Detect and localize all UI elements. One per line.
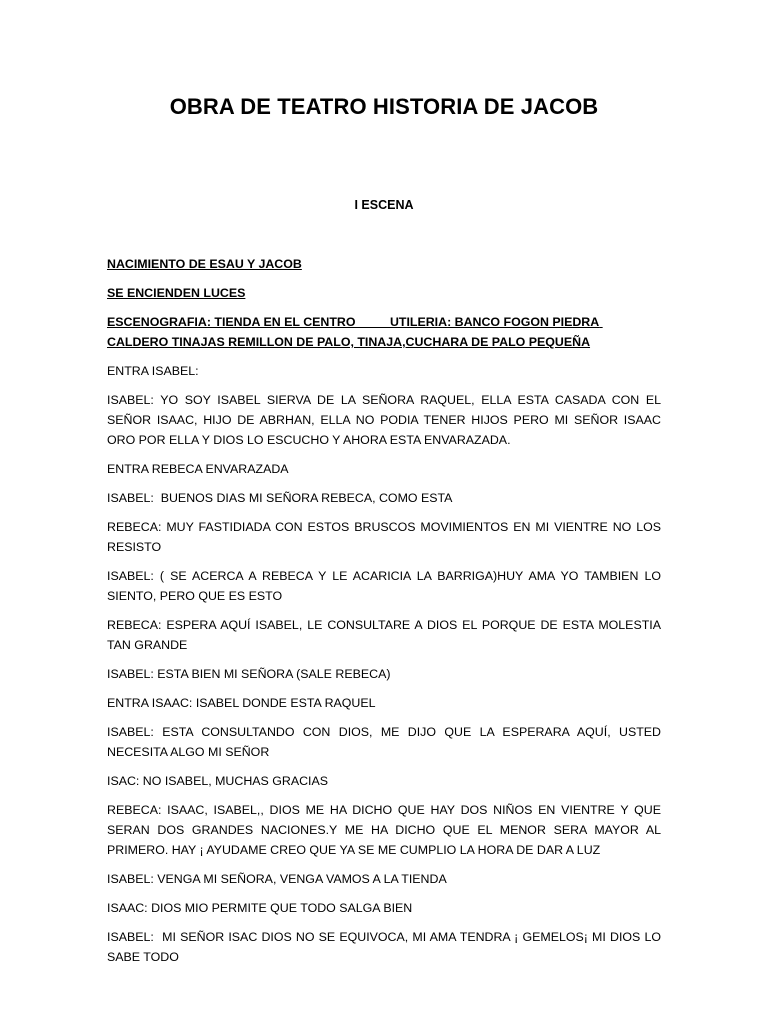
paragraph: REBECA: MUY FASTIDIADA CON ESTOS BRUSCOS MOVIMIENTOS EN MI VIENTRE NO LOS RESISTO [107, 520, 661, 554]
paragraph: ENTRA ISABEL: [107, 364, 199, 378]
paragraph: ISAAC: DIOS MIO PERMITE QUE TODO SALGA BIEN [107, 901, 413, 915]
paragraph: ENTRA ISAAC: ISABEL DONDE ESTA RAQUEL [107, 696, 376, 710]
scene-heading: I ESCENA [354, 198, 414, 212]
paragraph: ISABEL: YO SOY ISABEL SIERVA DE LA SEÑORA RAQUEL, ELLA ESTA CASADA CON EL SEÑOR ISAAC, HIJO DE ABRHAN, ELLA NO PODIA TENER HIJOS PERO MI SEÑOR ISAAC ORO POR ELLA Y DIOS LO ESCUCHO Y AHORA ESTA ENVARAZADA. [107, 393, 661, 447]
paragraph: ISABEL: ( SE ACERCA A REBECA Y LE ACARICIA LA BARRIGA)HUY AMA YO TAMBIEN LO SIENTO, PERO QUE ES ESTO [107, 569, 661, 603]
set-props-heading: ESCENOGRAFIA: TIENDA EN EL CENTRO UTILERIA: BANCO FOGON PIEDRA CALDERO TINAJAS REMILLON DE PALO, TINAJA,CUCHARA DE PALO PEQUEÑA [107, 315, 603, 349]
document-body [107, 254, 665, 976]
paragraph: ENTRA REBECA ENVARAZADA [107, 462, 289, 476]
paragraph: ISABEL: ESTA CONSULTANDO CON DIOS, ME DIJO QUE LA ESPERARA AQUÍ, USTED NECESITA ALGO MI SEÑOR [107, 725, 661, 759]
paragraph: ISABEL: VENGA MI SEÑORA, VENGA VAMOS A LA TIENDA [107, 872, 447, 886]
paragraph: REBECA: ESPERA AQUÍ ISABEL, LE CONSULTARE A DIOS EL PORQUE DE ESTA MOLESTIA TAN GRANDE [107, 618, 661, 652]
paragraph: ISABEL: BUENOS DIAS MI SEÑORA REBECA, COMO ESTA [107, 491, 453, 505]
paragraph: REBECA: ISAAC, ISABEL,, DIOS ME HA DICHO QUE HAY DOS NIÑOS EN VIENTRE Y QUE SERAN DOS GRANDES NACIONES.Y ME HA DICHO QUE EL MENOR SERA MAYOR AL PRIMERO. HAY ¡ AYUDAME CREO QUE YA SE ME CUMPLIO LA HORA DE DAR A LUZ [107, 803, 661, 857]
section-heading: NACIMIENTO DE ESAU Y JACOB [107, 257, 302, 271]
document-title: OBRA DE TEATRO HISTORIA DE JACOB [169, 94, 599, 119]
paragraph: ISAC: NO ISABEL, MUCHAS GRACIAS [107, 774, 329, 788]
paragraph: ISABEL: MI SEÑOR ISAC DIOS NO SE EQUIVOCA, MI AMA TENDRA ¡ GEMELOS¡ MI DIOS LO SABE TODO [107, 930, 665, 964]
stage-direction-heading: SE ENCIENDEN LUCES [107, 286, 246, 300]
paragraph: ISABEL: ESTA BIEN MI SEÑORA (SALE REBECA) [107, 667, 391, 681]
